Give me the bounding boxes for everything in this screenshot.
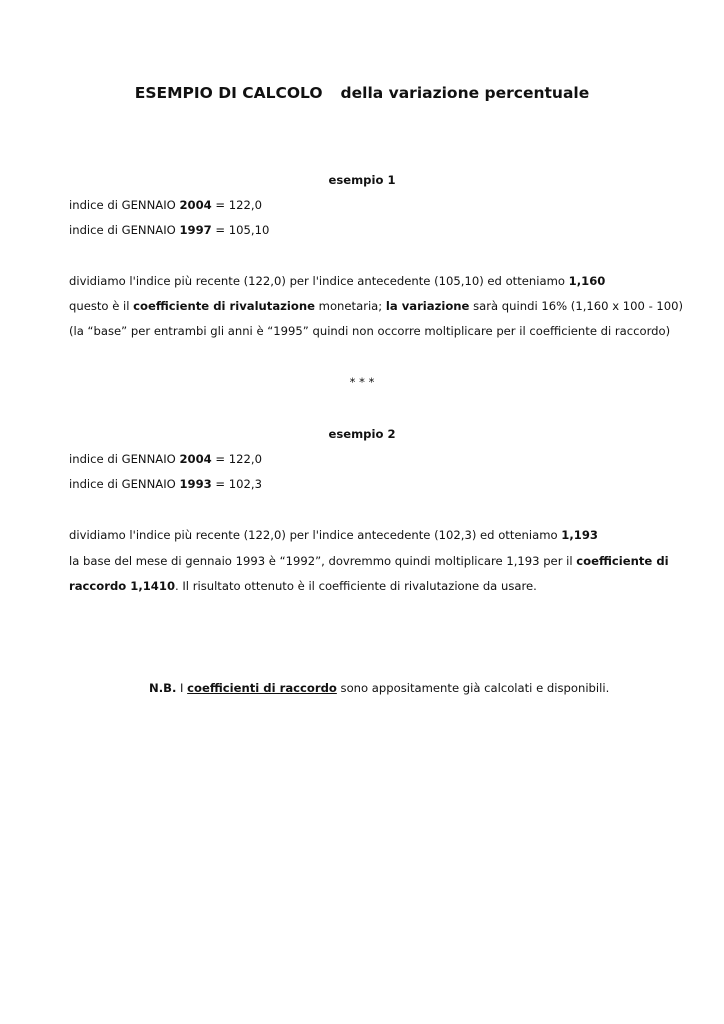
example-2-index-2004	[69, 451, 262, 467]
index-value: = 102,3	[211, 477, 262, 491]
variation-term: la variazione	[385, 299, 470, 313]
text-segment: questo è il	[69, 299, 134, 313]
index-label: indice di GENNAIO	[69, 223, 180, 237]
index-value: = 122,0	[211, 198, 262, 212]
text-segment: sono appositamente già calcolati e disponibili.	[336, 681, 610, 695]
example-2-heading	[0, 426, 724, 442]
example-2-heading-text: esempio 2	[328, 427, 396, 441]
text-segment: monetaria;	[314, 299, 386, 313]
title-part-1: ESEMPIO DI CALCOLO	[134, 84, 323, 102]
index-label: indice di GENNAIO	[69, 198, 180, 212]
division-text: dividiamo l'indice più recente (122,0) per l'indice antecedente (105,10) ed otteniamo	[69, 274, 569, 288]
text-segment: . Il risultato ottenuto è il coefficiente di rivalutazione da usare.	[175, 579, 537, 593]
example-1-heading	[0, 172, 724, 188]
separator	[0, 374, 724, 390]
text-segment: sarà quindi 16% (1,160 x 100 - 100)	[469, 299, 684, 313]
nb-label: N.B.	[149, 681, 177, 695]
text-segment: I	[176, 681, 188, 695]
index-year: 1997	[179, 223, 212, 237]
example-2-index-1993	[69, 476, 262, 492]
index-year: 1993	[179, 477, 212, 491]
coefficienti-raccordo-link[interactable]: coefficienti di raccordo	[187, 681, 337, 695]
division-result: 1,193	[561, 528, 598, 542]
base-note-text: (la “base” per entrambi gli anni è “1995” quindi non occorre moltiplicare per il coefficiente di raccordo)	[69, 324, 671, 338]
example-1-index-1997	[69, 222, 269, 238]
example-1-coefficient	[69, 298, 683, 314]
page-title	[0, 84, 724, 102]
title-part-2: della variazione percentuale	[340, 84, 590, 102]
index-year: 2004	[179, 198, 212, 212]
coefficient-term: coefficiente di rivalutazione	[133, 299, 315, 313]
example-2-division	[69, 527, 598, 543]
index-label: indice di GENNAIO	[69, 477, 180, 491]
index-label: indice di GENNAIO	[69, 452, 180, 466]
example-2-raccordo-line	[69, 578, 537, 594]
example-1-division	[69, 273, 605, 289]
example-2-base-line	[69, 553, 669, 569]
division-text: dividiamo l'indice più recente (122,0) per l'indice antecedente (102,3) ed otteniamo	[69, 528, 562, 542]
example-1-index-2004	[69, 197, 262, 213]
raccordo-term: raccordo 1,1410	[69, 579, 176, 593]
example-1-heading-text: esempio 1	[328, 173, 396, 187]
example-1-base-note	[69, 323, 670, 339]
separator-text: * * *	[349, 375, 375, 389]
index-value: = 105,10	[211, 223, 270, 237]
nb-note	[149, 680, 609, 696]
coefficient-term: coefficiente di	[576, 554, 669, 568]
division-result: 1,160	[568, 274, 606, 288]
index-year: 2004	[179, 452, 212, 466]
index-value: = 122,0	[211, 452, 262, 466]
text-segment: la base del mese di gennaio 1993 è “1992”, dovremmo quindi moltiplicare 1,193 per il	[69, 554, 577, 568]
